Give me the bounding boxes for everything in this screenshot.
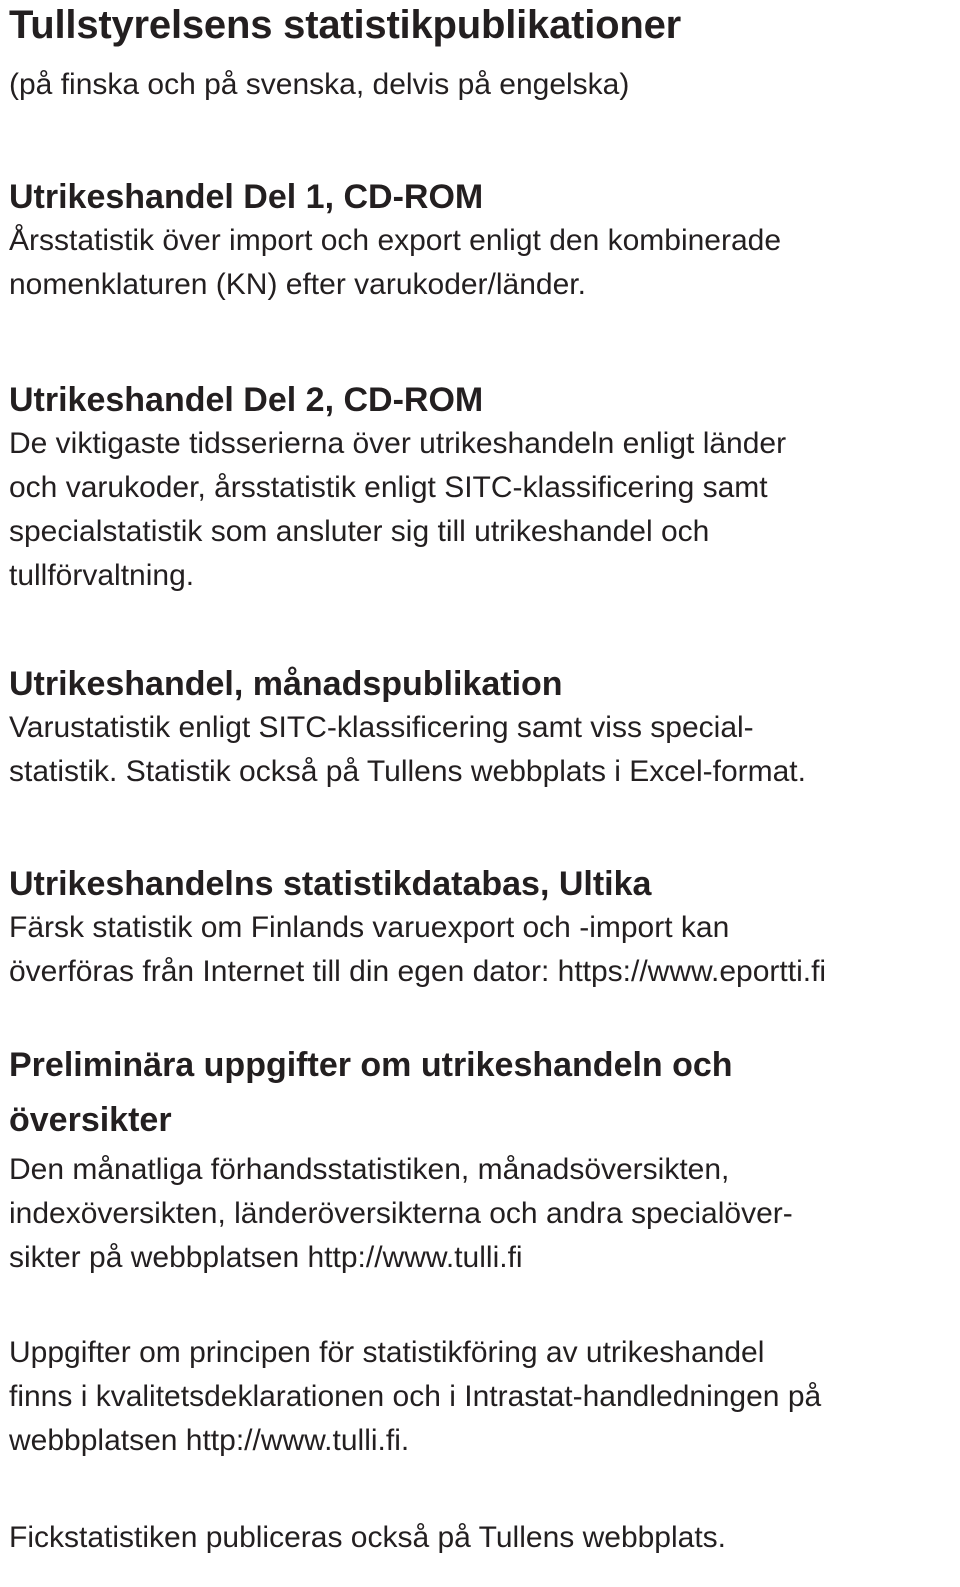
- description-line: nomenklaturen (KN) efter varukoder/länder.: [9, 268, 586, 301]
- paragraph-line: webbplatsen http://www.tulli.fi.: [9, 1424, 410, 1457]
- paragraph-text: [9, 1331, 954, 1463]
- description-line: Årsstatistik över import och export enligt den kombinerade: [9, 224, 782, 257]
- heading-line: översikter: [9, 1101, 172, 1139]
- section-manadspublikation: [9, 662, 954, 794]
- description-line: överföras från Internet till din egen dator: https://www.eportti.fi: [9, 955, 827, 988]
- description-line: sikter på webbplatsen http://www.tulli.fi: [9, 1241, 523, 1274]
- principles-paragraph: [9, 1331, 954, 1463]
- page-title: Tullstyrelsens statistikpublikationer: [9, 3, 682, 47]
- description-line: Varustatistik enligt SITC-klassificering samt viss special-: [9, 711, 754, 744]
- section-ultika: [9, 862, 954, 994]
- footer-note-text: [9, 1516, 954, 1560]
- description-line: och varukoder, årsstatistik enligt SITC-klassificering samt: [9, 471, 768, 504]
- description-line: De viktigaste tidsserierna över utrikeshandeln enligt länder: [9, 427, 787, 460]
- description-line: specialstatistik som ansluter sig till utrikeshandel och: [9, 515, 710, 548]
- footer-note: [9, 1516, 954, 1560]
- page-subtitle: (på finska och på svenska, delvis på engelska): [9, 68, 630, 101]
- description-line: indexöversikten, länderöversikterna och andra specialöver-: [9, 1197, 793, 1230]
- description-line: statistik. Statistik också på Tullens webbplats i Excel-format.: [9, 755, 806, 788]
- paragraph-line: Uppgifter om principen för statistikföring av utrikeshandel: [9, 1336, 765, 1369]
- paragraph-line: finns i kvalitetsdeklarationen och i Intrastat-handledningen på: [9, 1380, 822, 1413]
- section-utrikeshandel-del-1: [9, 175, 954, 307]
- section-heading: Utrikeshandel Del 1, CD-ROM: [9, 178, 484, 216]
- section-utrikeshandel-del-2: [9, 378, 954, 598]
- heading-line: Preliminära uppgifter om utrikeshandeln och: [9, 1046, 733, 1084]
- section-heading: Utrikeshandel, månadspublikation: [9, 665, 563, 703]
- section-heading: Utrikeshandel Del 2, CD-ROM: [9, 381, 484, 419]
- description-line: Den månatliga förhandsstatistiken, månadsöversikten,: [9, 1153, 730, 1186]
- section-description: [9, 906, 954, 994]
- section-description: [9, 1148, 954, 1280]
- section-heading: [9, 1038, 954, 1148]
- section-heading: Utrikeshandelns statistikdatabas, Ultika: [9, 865, 652, 903]
- description-line: tullförvaltning.: [9, 559, 195, 592]
- section-preliminara-uppgifter: [9, 1038, 954, 1280]
- section-description: [9, 706, 954, 794]
- description-line: Färsk statistik om Finlands varuexport och -import kan: [9, 911, 730, 944]
- section-description: [9, 422, 954, 598]
- section-description: [9, 219, 954, 307]
- footer-line: Fickstatistiken publiceras också på Tullens webbplats.: [9, 1521, 727, 1554]
